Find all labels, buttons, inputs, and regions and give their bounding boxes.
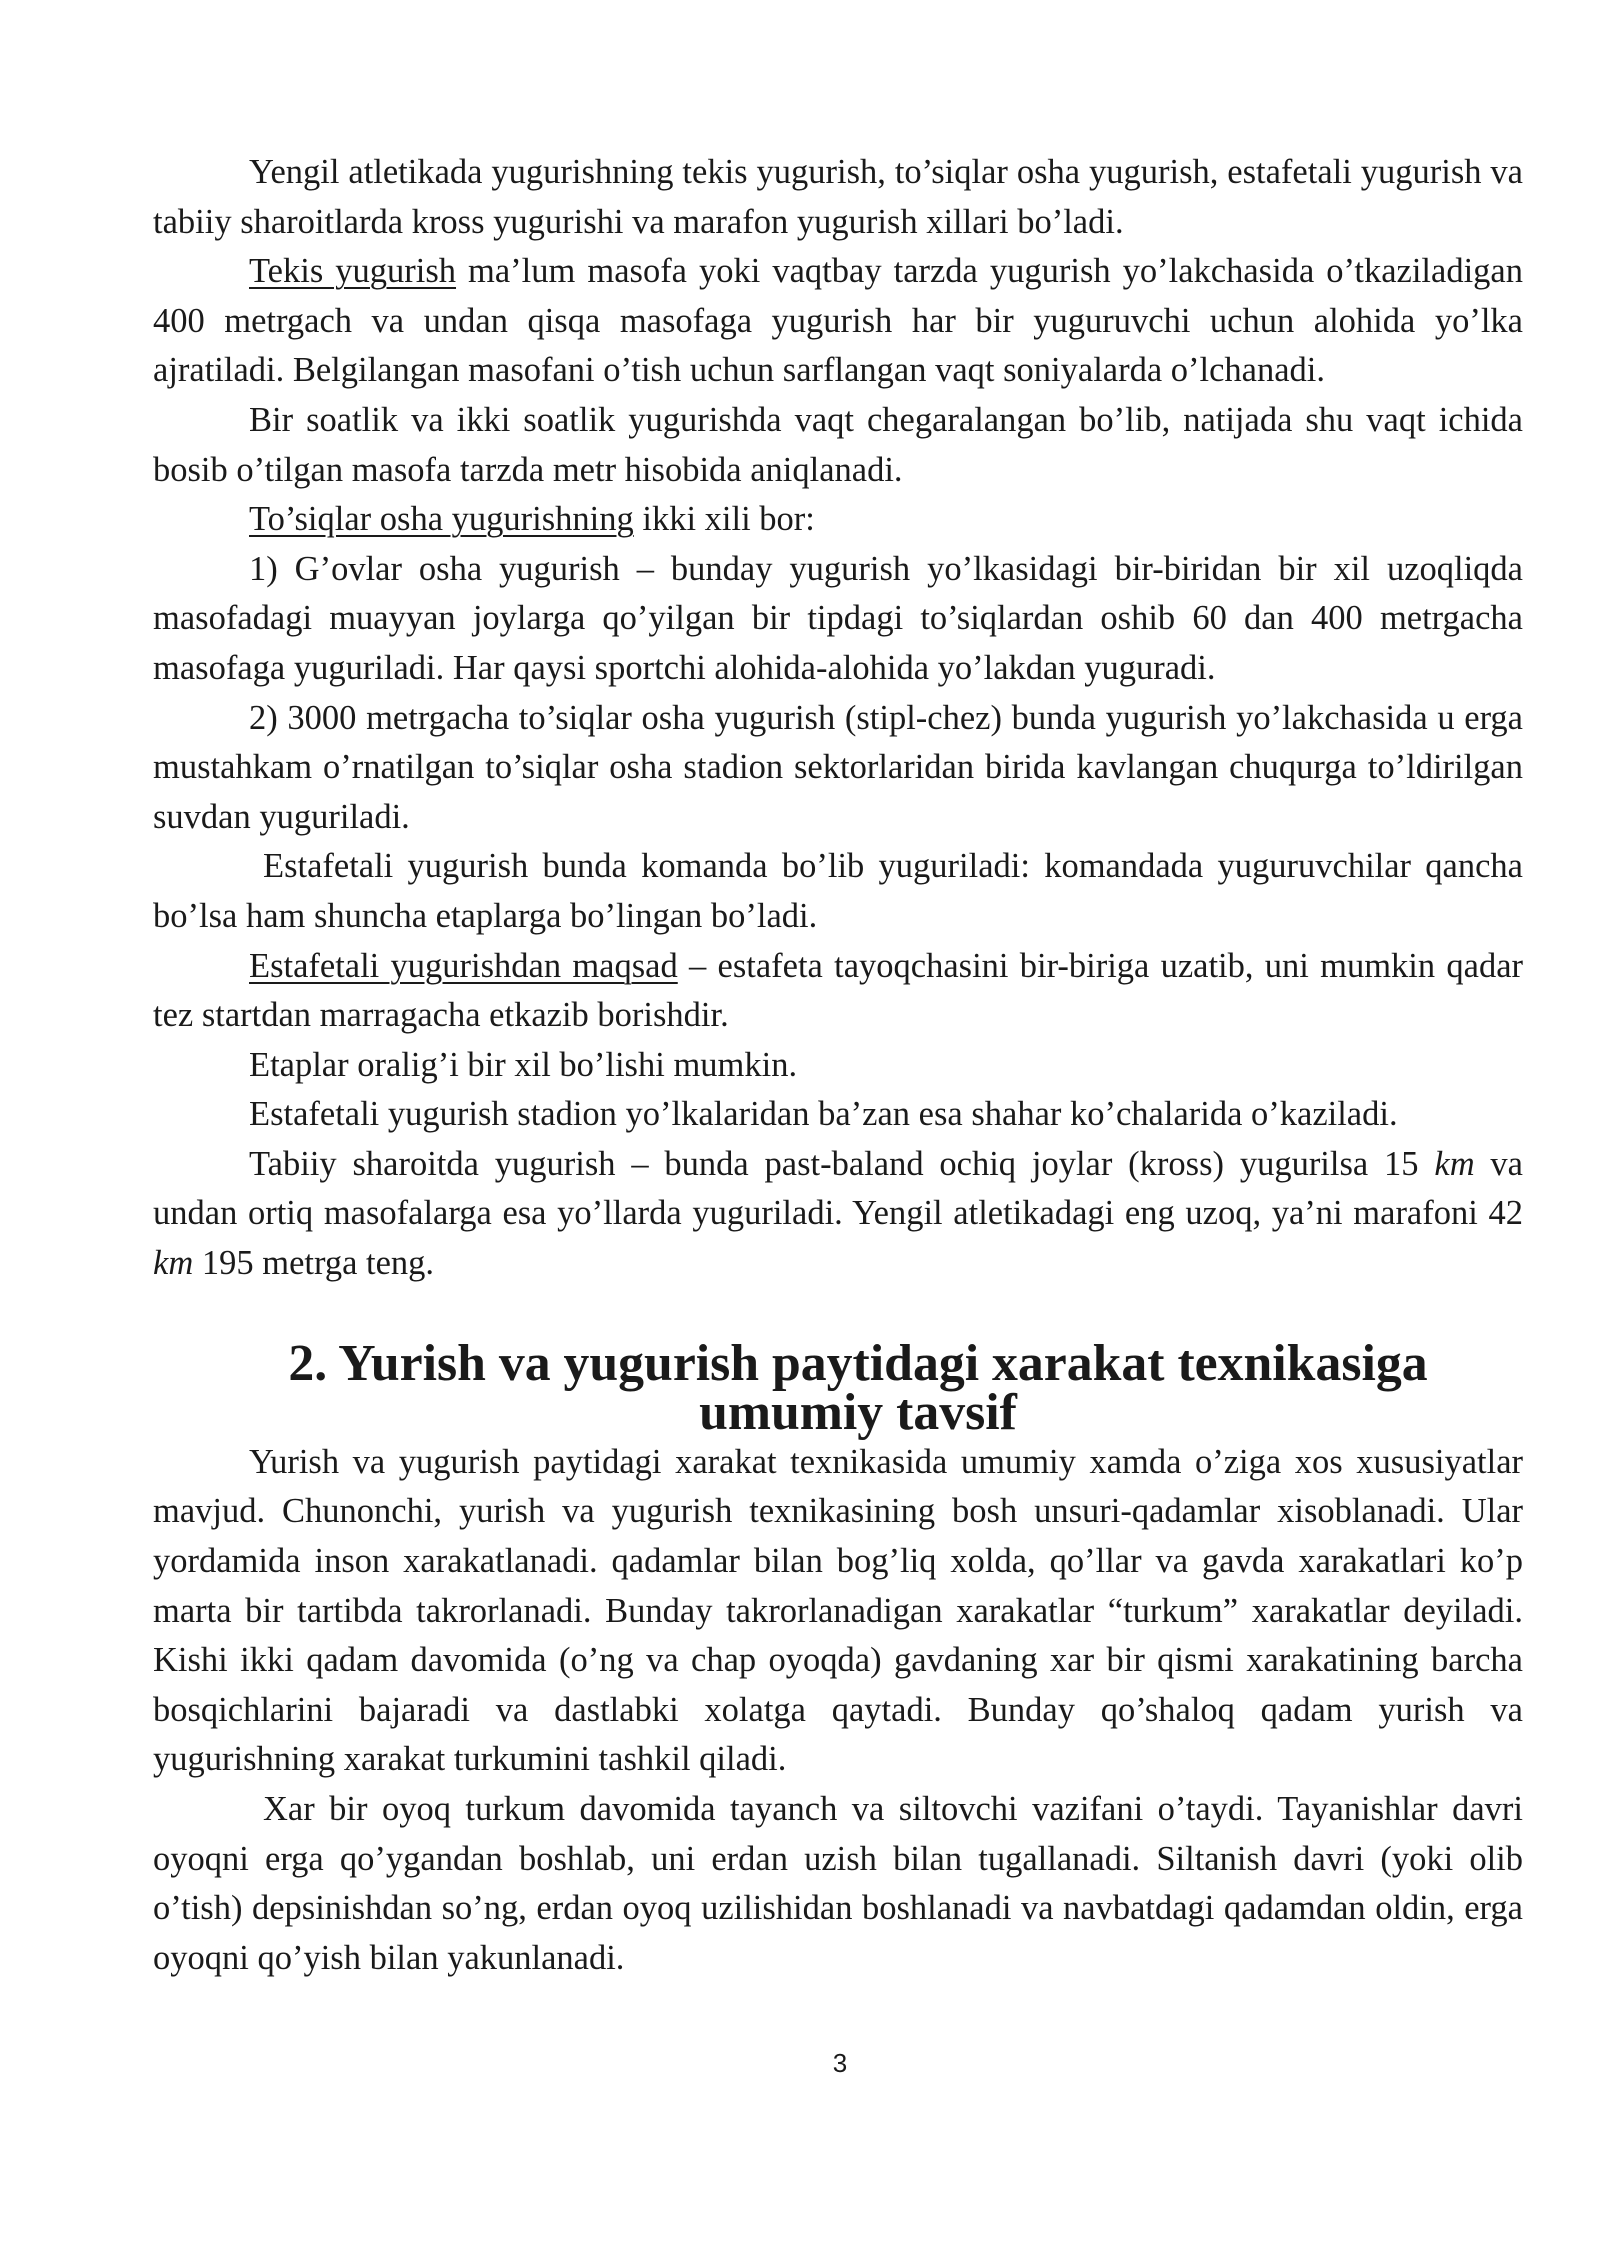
document-page <box>153 148 1523 1983</box>
paragraph-hurdles-item-1 <box>153 545 1523 694</box>
paragraph-stages <box>153 1041 1523 1091</box>
paragraph-support-phase <box>153 1785 1523 1983</box>
paragraph-text: – estafeta tayoqchasini bir-biriga uzatib, uni mumkin qadar tez startdan marragacha etkazib borishdir. <box>153 946 1524 1035</box>
underlined-term: Tekis yugurish <box>249 252 457 291</box>
paragraph-cross-country <box>153 1140 1523 1289</box>
paragraph-text: Xar bir oyoq turkum davomida tayanch va siltovchi vazifani o’taydi. Tayanishlar davri oyoqni erga qo’ygandan boshlab, uni erdan uzish bilan tugallanadi. Siltanish davri (yoki olib o’tish) depsinishdan so’ng, erdan oyoq uzilishidan boshlanadi va navbatdagi qadamdan oldin, erga oyoqni qo’yish bilan yakunlanadi. <box>153 1790 1523 1977</box>
paragraph-hurdles-item-2 <box>153 694 1523 843</box>
paragraph-text: ikki xili bor: <box>633 500 815 539</box>
unit-km: km <box>153 1244 194 1283</box>
underlined-term: Estafetali yugurishdan maqsad <box>249 946 678 985</box>
paragraph-text: 2) 3000 metrgacha to’siqlar osha yugurish (stipl-chez) bunda yugurish yo’lakchasida u erga mustahkam o’rnatilgan to’siqlar osha stadion sektorlaridan birida kavlangan chuqurga to’ldirilgan suvdan yuguriladi. <box>153 698 1523 836</box>
paragraph-text: Estafetali yugurish stadion yo’lkalaridan ba’zan esa shahar ko’chalarida o’kaziladi. <box>249 1095 1398 1134</box>
unit-km: km <box>1434 1144 1475 1183</box>
underlined-term: To’siqlar osha yugurishning <box>249 500 634 539</box>
page-number: 3 <box>832 2048 848 2078</box>
paragraph-text: 1) G’ovlar osha yugurish – bunday yugurish yo’lkasidagi bir-biridan bir xil uzoqliqda masofadagi muayyan joylarga qo’yilgan bir tipdagi to’siqlardan oshib 60 dan 400 metrgacha masofaga yuguriladi. Har qaysi sportchi alohida-alohida yo’lakdan yuguradi. <box>153 549 1523 687</box>
paragraph-technique <box>153 1438 1523 1785</box>
paragraph-text: ma’lum masofa yoki vaqtbay tarzda yugurish yo’lakchasida o’tkaziladigan 400 metrgach va undan qisqa masofaga yugurish har bir yuguruvchi uchun alohida yo’lka ajratiladi. Belgilangan masofani o’tish uchun sarflangan vaqt soniyalarda o’lchanadi. <box>153 252 1523 390</box>
paragraph-text: Tabiiy sharoitda yugurish – bunda past-baland ochiq joylar (kross) yugurilsa 15 <box>249 1144 1435 1183</box>
paragraph-text: va undan ortiq masofalarga esa yo’llarda yuguriladi. Yengil atletikadagi eng uzoq, ya’ni marafoni 42 <box>153 1144 1523 1233</box>
paragraph-flat-running <box>153 247 1523 396</box>
paragraph-text: Etaplar oralig’i bir xil bo’lishi mumkin. <box>249 1045 798 1084</box>
section-heading: 2. Yurish va yugurish paytidagi xarakat texnikasiga umumiy tavsif <box>288 1334 1428 1442</box>
paragraph-relay-goal <box>153 942 1523 1041</box>
paragraph-text: Bir soatlik va ikki soatlik yugurishda vaqt chegaralangan bo’lib, natijada shu vaqt ichida bosib o’tilgan masofa tarzda metr hisobida aniqlanadi. <box>153 400 1523 489</box>
paragraph-hour-running <box>153 396 1523 495</box>
paragraph-text: Yurish va yugurish paytidagi xarakat texnikasida umumiy xamda o’ziga xos xususiyatlar mavjud. Chunonchi, yurish va yugurish texnikasining bosh unsuri-qadamlar xisoblanadi. Ular yordamida inson xarakatlanadi. qadamlar bilan bog’liq xolda, qo’llar va gavda xarakatlari ko’p marta bir tartibda takrorlanadi. Bunday takrorlanadigan xarakatlar “turkum” xarakatlar deyiladi. Kishi ikki qadam davomida (o’ng va chap oyoqda) gavdaning xar bir qismi xarakatining barcha bosqichlarini bajaradi va dastlabki xolatga qaytadi. Bunday qo’shaloq qadam yurish va yugurishning xarakat turkumini tashkil qiladi. <box>153 1442 1523 1779</box>
paragraph-relay <box>153 842 1523 941</box>
paragraph-text: Estafetali yugurish bunda komanda bo’lib yuguriladi: komandada yuguruvchilar qancha bo’lsa ham shuncha etaplarga bo’lingan bo’ladi. <box>153 847 1523 935</box>
paragraph-running-types <box>153 148 1523 247</box>
paragraph-relay-venue <box>153 1090 1523 1140</box>
paragraph-hurdles-intro <box>153 495 1523 545</box>
paragraph-text: 195 metrga teng. <box>193 1244 435 1283</box>
paragraph-text: Yengil atletikada yugurishning tekis yugurish, to’siqlar osha yugurish, estafetali yugurish va tabiiy sharoitlarda kross yugurishi va marafon yugurish xillari bo’ladi. <box>153 153 1523 241</box>
